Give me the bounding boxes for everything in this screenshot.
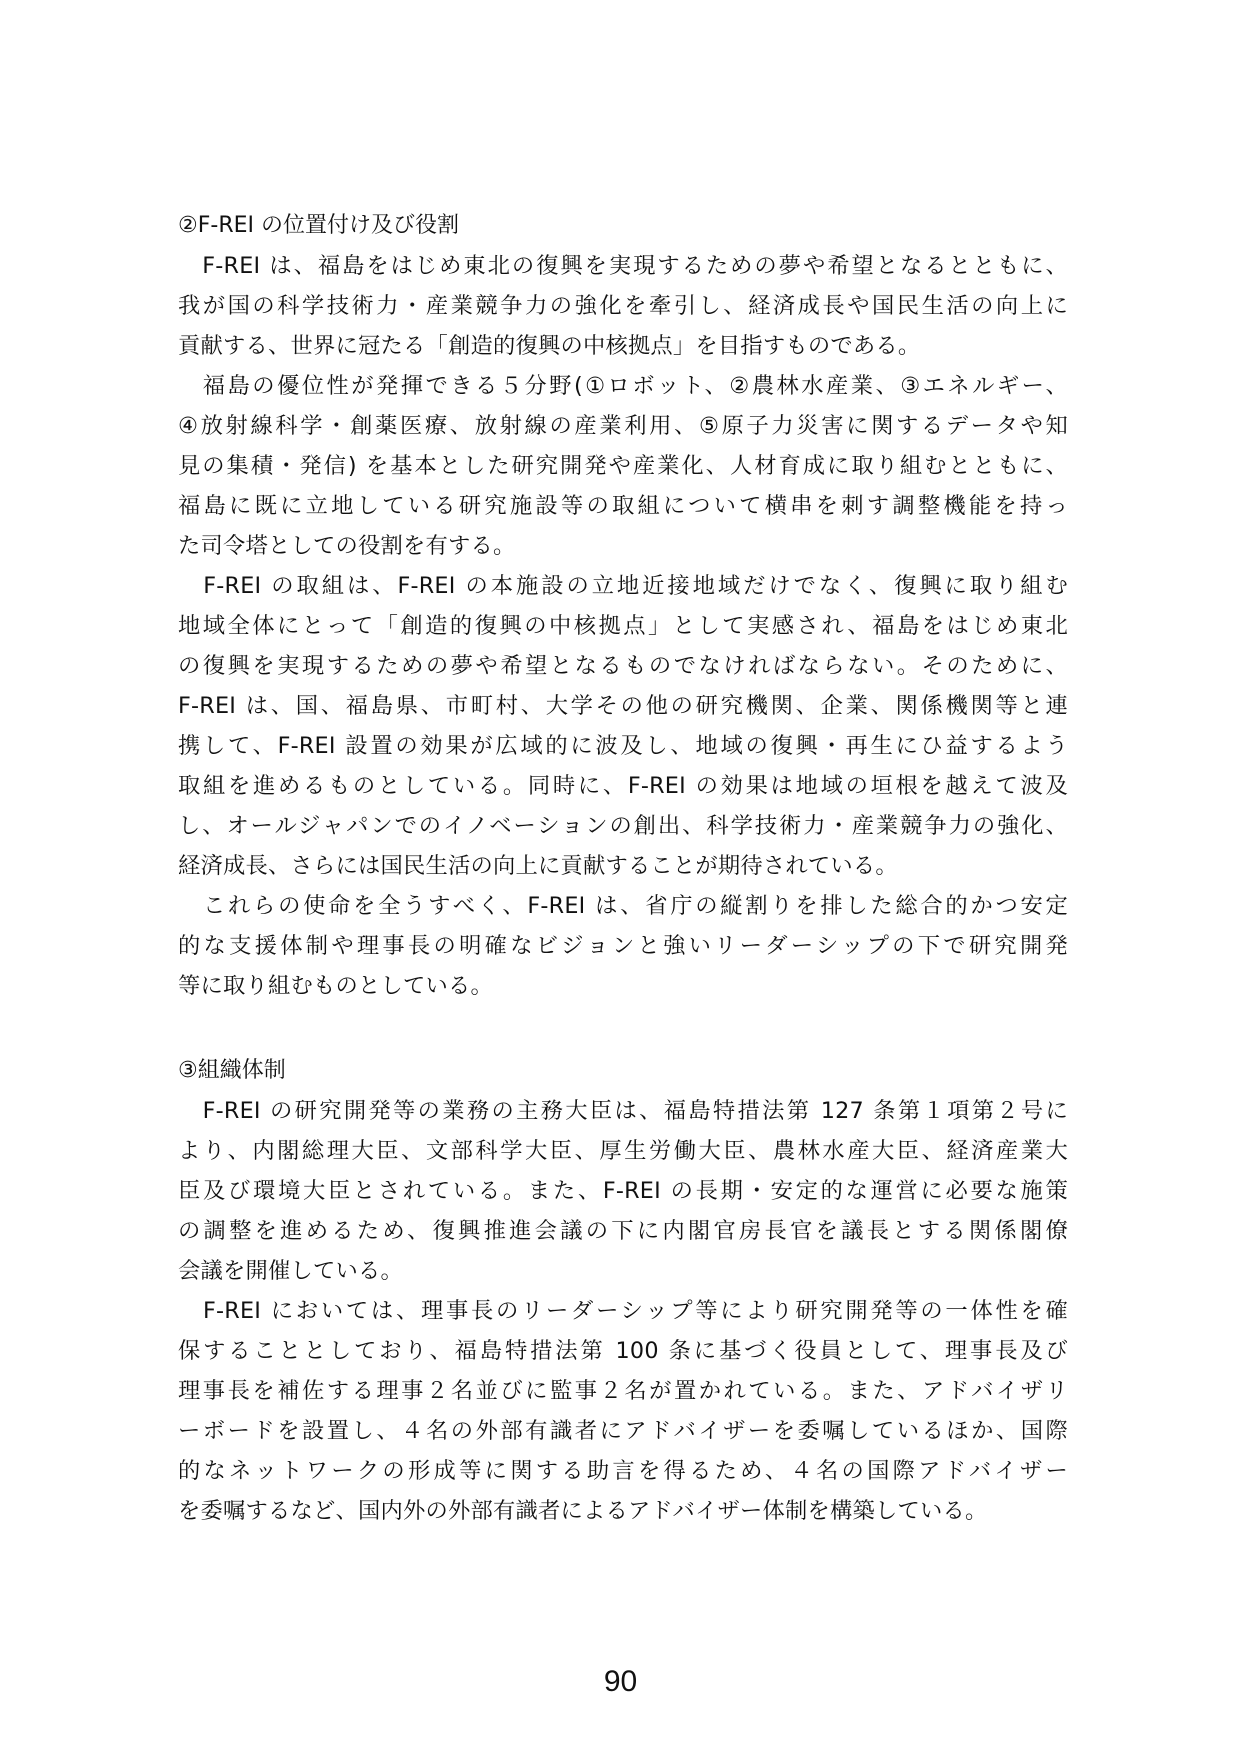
text-line: 的な支援体制や理事長の明確なビジョンと強いリーダーシップの下で研究開発 bbox=[178, 933, 1068, 959]
text-line: F-REI においては、理事長のリーダーシップ等により研究開発等の一体性を確 bbox=[178, 1298, 1068, 1324]
section-2 bbox=[178, 1051, 1068, 1531]
text-line: 携して、F-REI 設置の効果が広域的に波及し、地域の復興・再生にひ益するよう bbox=[178, 733, 1068, 759]
text-line: 経済成長、さらには国民生活の向上に貢献することが期待されている。 bbox=[178, 853, 898, 879]
text-line: 会議を開催している。 bbox=[178, 1258, 403, 1284]
text-line: 見の集積・発信) を基本とした研究開発や産業化、人材育成に取り組むとともに、 bbox=[178, 453, 1068, 479]
text-line: た司令塔としての役割を有する。 bbox=[178, 533, 516, 559]
text-line: これらの使命を全うすべく、F-REI は、省庁の縦割りを排した総合的かつ安定 bbox=[178, 893, 1068, 919]
paragraph bbox=[178, 566, 1068, 886]
paragraph bbox=[178, 246, 1068, 366]
section-heading: ③組織体制 bbox=[178, 1058, 286, 1083]
page-number: 90 bbox=[603, 1665, 638, 1698]
text-line: 福島の優位性が発揮できる５分野(①ロボット、②農林水産業、③エネルギー、 bbox=[178, 373, 1068, 399]
document-body bbox=[178, 206, 1068, 1531]
paragraph bbox=[178, 366, 1068, 566]
text-line: F-REI は、福島をはじめ東北の復興を実現するための夢や希望となるとともに、 bbox=[178, 253, 1068, 279]
paragraph bbox=[178, 1091, 1068, 1291]
text-line: F-REI の取組は、F-REI の本施設の立地近接地域だけでなく、復興に取り組む bbox=[178, 573, 1068, 599]
text-line: 的なネットワークの形成等に関する助言を得るため、４名の国際アドバイザー bbox=[178, 1458, 1068, 1484]
text-line: 取組を進めるものとしている。同時に、F-REI の効果は地域の垣根を越えて波及 bbox=[178, 773, 1068, 799]
text-line: より、内閣総理大臣、文部科学大臣、厚生労働大臣、農林水産大臣、経済産業大 bbox=[178, 1138, 1068, 1164]
text-line: 等に取り組むものとしている。 bbox=[178, 973, 493, 999]
text-line: 地域全体にとって「創造的復興の中核拠点」として実感され、福島をはじめ東北 bbox=[178, 613, 1068, 639]
text-line: F-REI は、国、福島県、市町村、大学その他の研究機関、企業、関係機関等と連 bbox=[178, 693, 1068, 719]
text-line: の調整を進めるため、復興推進会議の下に内閣官房長官を議長とする関係閣僚 bbox=[178, 1218, 1068, 1244]
text-line: し、オールジャパンでのイノベーションの創出、科学技術力・産業競争力の強化、 bbox=[178, 813, 1068, 839]
text-line: 臣及び環境大臣とされている。また、F-REI の長期・安定的な運営に必要な施策 bbox=[178, 1178, 1068, 1204]
text-line: の復興を実現するための夢や希望となるものでなければならない。そのために、 bbox=[178, 653, 1068, 679]
text-line: 貢献する、世界に冠たる「創造的復興の中核拠点」を目指すものである。 bbox=[178, 333, 921, 359]
text-line: 理事長を補佐する理事２名並びに監事２名が置かれている。また、アドバイザリ bbox=[178, 1378, 1068, 1404]
paragraph bbox=[178, 886, 1068, 1006]
text-line: 福島に既に立地している研究施設等の取組について横串を刺す調整機能を持っ bbox=[178, 493, 1068, 519]
text-line: 保することとしており、福島特措法第 100 条に基づく役員として、理事長及び bbox=[178, 1338, 1068, 1364]
text-line: F-REI の研究開発等の業務の主務大臣は、福島特措法第 127 条第１項第２号に bbox=[178, 1098, 1068, 1124]
paragraph bbox=[178, 1291, 1068, 1531]
text-line: ーボードを設置し、４名の外部有識者にアドバイザーを委嘱しているほか、国際 bbox=[178, 1418, 1068, 1444]
section-heading: ②F-REI の位置付け及び役割 bbox=[178, 213, 459, 238]
section-1 bbox=[178, 206, 1068, 1006]
text-line: を委嘱するなど、国内外の外部有識者によるアドバイザー体制を構築している。 bbox=[178, 1498, 988, 1524]
text-line: ④放射線科学・創薬医療、放射線の産業利用、⑤原子力災害に関するデータや知 bbox=[178, 413, 1068, 439]
text-line: 我が国の科学技術力・産業競争力の強化を牽引し、経済成長や国民生活の向上に bbox=[178, 293, 1068, 319]
